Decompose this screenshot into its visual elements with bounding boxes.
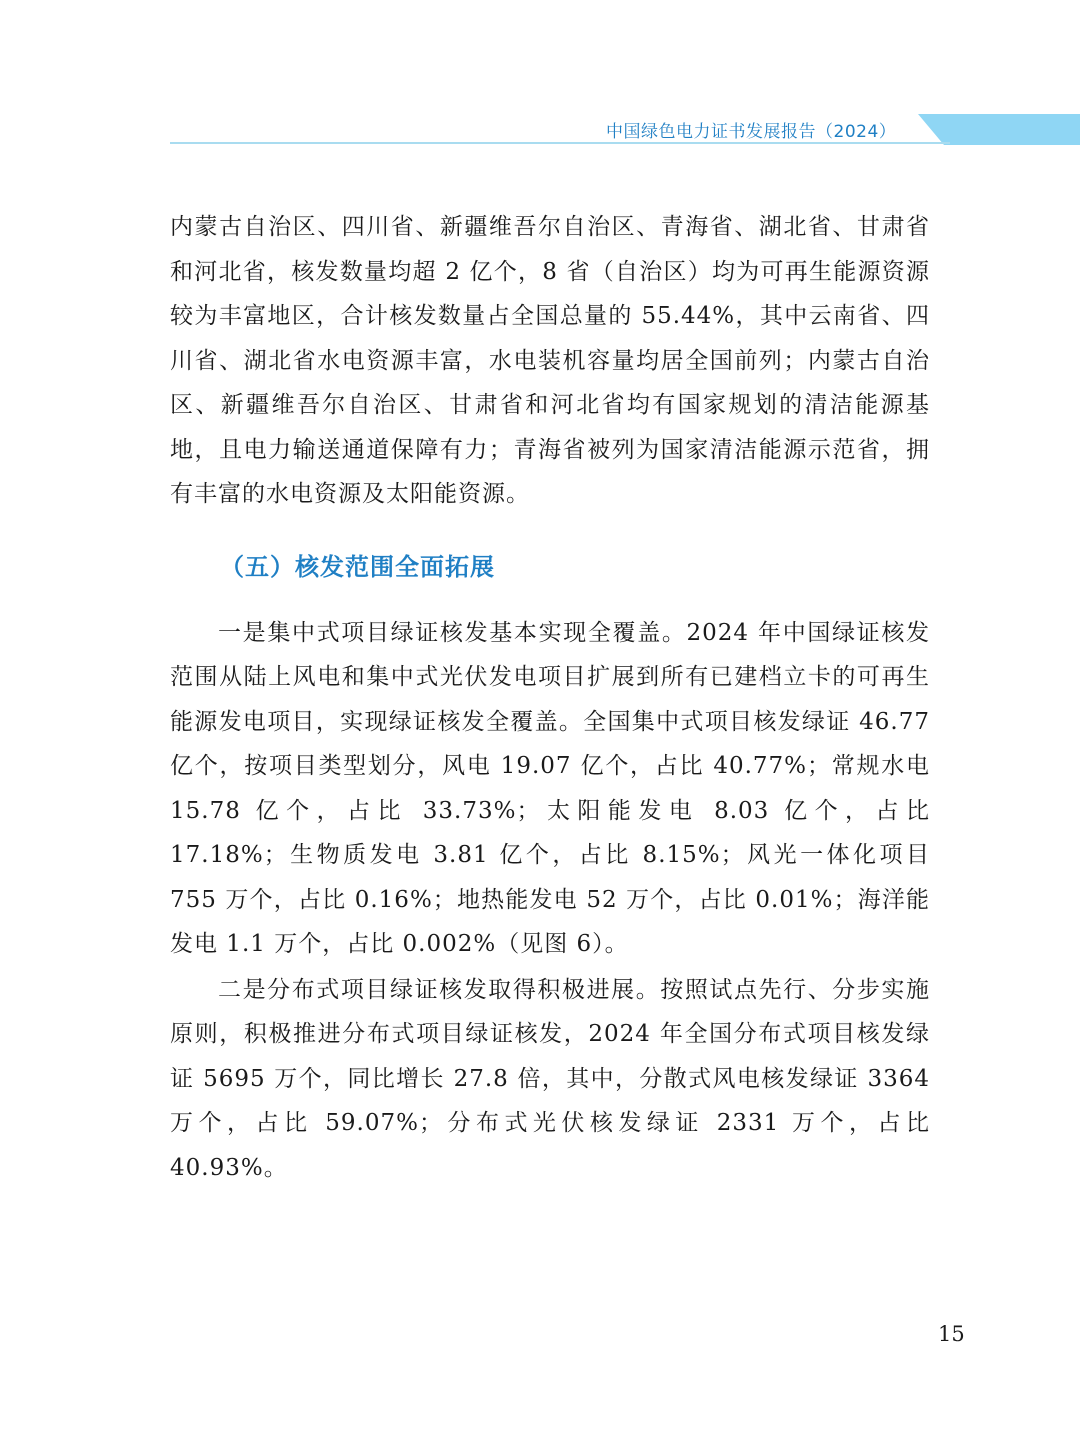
body-paragraph-distributed: 二是分布式项目绿证核发取得积极进展。按照试点先行、分步实施原则，积极推进分布式项目绿证核发，2024 年全国分布式项目核发绿证 5695 万个，同比增长 27.8 倍，其中，分散式风电核发绿证 3364 万个，占比 59.07%；分布式光伏核发绿证 2331 万个，占比 40.93%。 xyxy=(170,976,930,1181)
body-paragraph-continued: 内蒙古自治区、四川省、新疆维吾尔自治区、青海省、湖北省、甘肃省和河北省，核发数量均超 2 亿个，8 省（自治区）均为可再生能源资源较为丰富地区，合计核发数量占全国总量的 55.44%，其中云南省、四川省、湖北省水电资源丰富，水电装机容量均居全国前列；内蒙古自治区、新疆维吾尔自治区、甘肃省和河北省均有国家规划的清洁能源基地，且电力输送通道保障有力；青海省被列为国家清洁能源示范省，拥有丰富的水电资源及太阳能资源。 xyxy=(170,214,930,507)
body-paragraph-centralized: 一是集中式项目绿证核发基本实现全覆盖。2024 年中国绿证核发范围从陆上风电和集中式光伏发电项目扩展到所有已建档立卡的可再生能源发电项目，实现绿证核发全覆盖。全国集中式项目核发绿证 46.77 亿个，按项目类型划分，风电 19.07 亿个，占比 40.77%；常规水电 15.78 亿个，占比 33.73%；太阳能发电 8.03 亿个，占比 17.18%；生物质发电 3.81 亿个，占比 8.15%；风光一体化项目 755 万个，占比 0.16%；地热能发电 52 万个，占比 0.01%；海洋能发电 1.1 万个，占比 0.002%（见图 6）。 xyxy=(170,619,930,957)
report-title: 中国绿色电力证书发展报告（2024） xyxy=(606,122,897,142)
header-accent-tab xyxy=(918,114,1080,145)
page-header xyxy=(0,0,1080,150)
page-content xyxy=(170,205,930,1190)
header-divider xyxy=(170,142,950,144)
page-number: 15 xyxy=(938,1322,965,1346)
section-heading: （五）核发范围全面拓展 xyxy=(220,552,495,581)
